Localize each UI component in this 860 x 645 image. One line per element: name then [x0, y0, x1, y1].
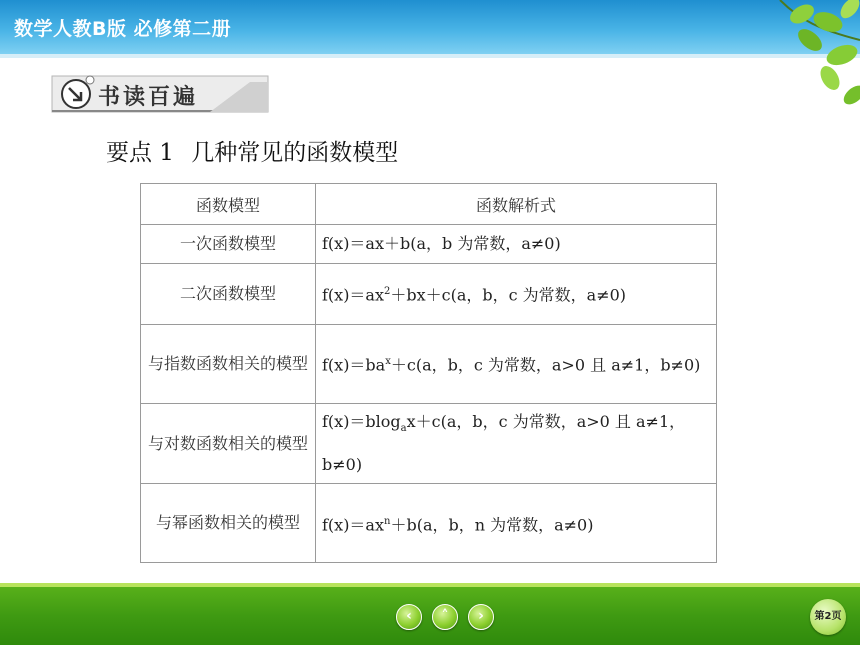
model-name: 与幂函数相关的模型: [141, 484, 316, 563]
key-point-number: 要点 1: [106, 140, 174, 166]
up-button[interactable]: [432, 604, 458, 630]
key-point-title: 几种常见的函数模型: [191, 140, 399, 166]
formula-superscript: x: [385, 356, 391, 368]
formula-part: f(x)＝ax: [322, 285, 384, 305]
function-models-table: [140, 183, 717, 563]
model-name: 二次函数模型: [141, 264, 316, 325]
chevron-right-icon: ›: [478, 608, 484, 624]
bottom-bar: [0, 587, 860, 645]
table-row: [141, 325, 717, 404]
model-name: 与指数函数相关的模型: [141, 325, 316, 404]
model-formula: [316, 404, 717, 484]
model-formula: f(x)＝ax＋b(a，b 为常数，a≠0): [316, 225, 717, 264]
formula-subscript: a: [400, 423, 407, 435]
model-formula: [316, 325, 717, 404]
model-formula: [316, 484, 717, 563]
page-number-badge: [810, 599, 846, 635]
model-name: 与对数函数相关的模型: [141, 404, 316, 484]
chevron-up-icon: ˄: [441, 608, 449, 624]
next-page-button[interactable]: [468, 604, 494, 630]
formula-part: ＋b(a，b，n 为常数，a≠0): [390, 514, 594, 534]
formula-part: ＋bx＋c(a，b，c 为常数，a≠0): [390, 285, 627, 305]
formula-part: f(x)＝blog: [322, 412, 401, 431]
key-point-heading: [106, 134, 398, 167]
leaves-decoration-icon: [710, 0, 860, 115]
model-name: 一次函数模型: [141, 225, 316, 264]
table-header-row: [141, 184, 717, 225]
page-number-label: 第2页: [814, 611, 842, 622]
column-header-formula: 函数解析式: [316, 184, 717, 225]
formula-part: f(x)＝ax: [322, 514, 384, 534]
formula-part: f(x)＝ba: [322, 355, 386, 375]
prev-page-button[interactable]: [396, 604, 422, 630]
section-badge-label: 书读百遍: [98, 85, 199, 110]
formula-superscript: 2: [384, 286, 391, 298]
formula-superscript: n: [384, 515, 391, 527]
table-row: [141, 225, 717, 264]
formula-part: x＋c(a，b，c 为常数，a>0 且 a≠1，b≠0): [322, 412, 686, 475]
table-row: [141, 404, 717, 484]
model-formula: [316, 264, 717, 325]
formula-part: ＋c(a，b，c 为常数，a>0 且 a≠1，b≠0): [390, 355, 701, 375]
chevron-left-icon: ‹: [406, 608, 412, 624]
course-title: 数学人教B版 必修第二册: [14, 18, 232, 40]
table-row: [141, 264, 717, 325]
column-header-model: 函数模型: [141, 184, 316, 225]
table-row: [141, 484, 717, 563]
